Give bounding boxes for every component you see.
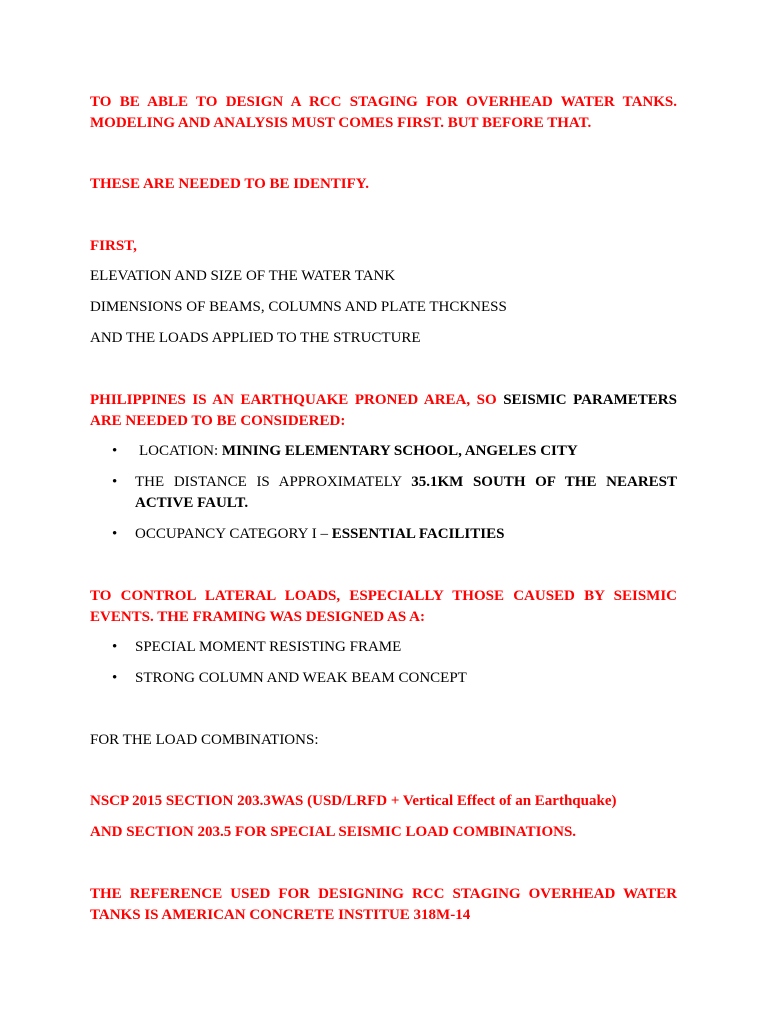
nscp-section-text: NSCP 2015 SECTION 203.3WAS (USD/LRFD + Vertical Effect of an Earthquake)	[90, 793, 617, 809]
seismic-paragraph-red: PHILIPPINES IS AN EARTHQUAKE PRONED AREA, SO	[90, 392, 504, 408]
seismic-parameters-text: SEISMIC PARAMETERS	[503, 392, 677, 408]
seismic-paragraph	[90, 390, 677, 431]
bullet-icon: •	[112, 443, 118, 459]
bullet-icon: •	[112, 474, 118, 490]
framing-list-text: STRONG COLUMN AND WEAK BEAM CONCEPT	[135, 670, 467, 686]
item-loads: AND THE LOADS APPLIED TO THE STRUCTURE	[90, 330, 421, 346]
item-dimensions: DIMENSIONS OF BEAMS, COLUMNS AND PLATE THCKNESS	[90, 299, 507, 315]
intro-paragraph: TO BE ABLE TO DESIGN A RCC STAGING FOR OVERHEAD WATER TANKS. MODELING AND ANALYSIS MUST COMES FIRST. BUT BEFORE THAT.	[90, 94, 677, 131]
seismic-paragraph-red-2: ARE NEEDED TO BE CONSIDERED:	[90, 412, 346, 429]
load-combinations-heading: FOR THE LOAD COMBINATIONS:	[90, 732, 319, 748]
location-value: MINING ELEMENTARY SCHOOL, ANGELES CITY	[221, 443, 578, 459]
first-heading: FIRST,	[90, 238, 137, 254]
bullet-icon: •	[112, 670, 118, 686]
distance-label: THE DISTANCE IS APPROXIMATELY	[135, 474, 412, 490]
item-elevation: ELEVATION AND SIZE OF THE WATER TANK	[90, 268, 396, 284]
distance-value: 35.1KM SOUTH OF THE NEAREST ACTIVE FAULT.	[135, 474, 677, 511]
special-seismic-text: AND SECTION 203.5 FOR SPECIAL SEISMIC LOAD COMBINATIONS.	[90, 824, 577, 840]
occupancy-value: ESSENTIAL FACILITIES	[331, 526, 505, 542]
lateral-loads-paragraph: TO CONTROL LATERAL LOADS, ESPECIALLY THOSE CAUSED BY SEISMIC EVENTS. THE FRAMING WAS DESIGNED AS A:	[90, 588, 677, 625]
bullet-icon: •	[112, 639, 118, 655]
bullet-icon: •	[112, 526, 118, 542]
document-page	[90, 0, 677, 1024]
location-label: LOCATION:	[139, 443, 222, 459]
reference-paragraph: THE REFERENCE USED FOR DESIGNING RCC STAGING OVERHEAD WATER TANKS IS AMERICAN CONCRETE INSTITUE 318M-14	[90, 886, 677, 923]
occupancy-label: OCCUPANCY CATEGORY I –	[135, 526, 332, 542]
framing-list-text: SPECIAL MOMENT RESISTING FRAME	[135, 639, 402, 655]
identify-heading: THESE ARE NEEDED TO BE IDENTIFY.	[90, 176, 369, 192]
